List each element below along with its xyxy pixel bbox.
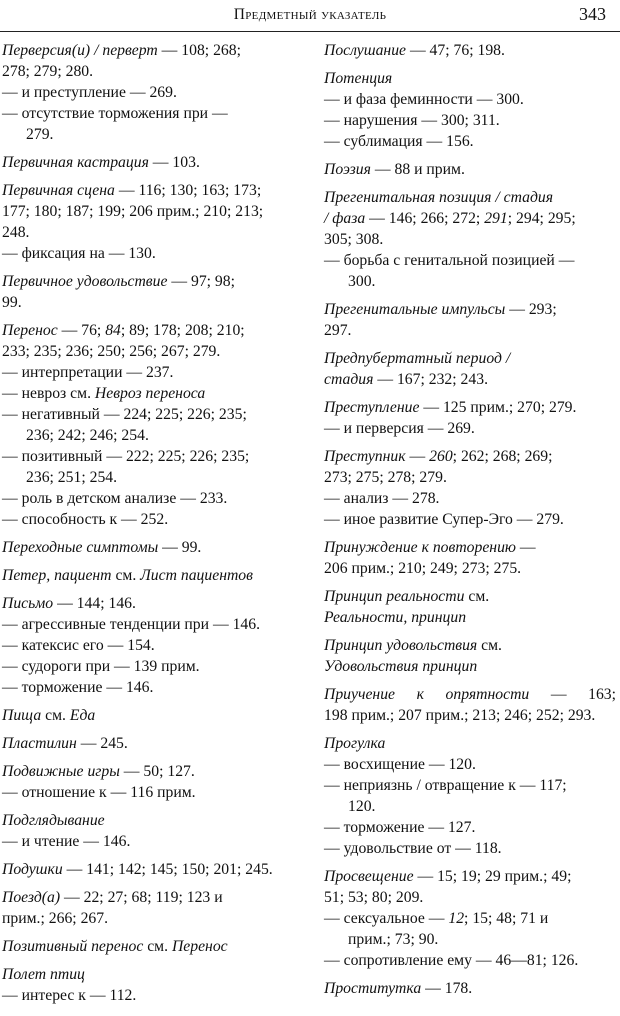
index-entry-line bbox=[324, 418, 616, 439]
index-entry-heading-line bbox=[324, 68, 616, 89]
italic-term: Прегенитальные импульсы bbox=[324, 301, 506, 318]
index-entry-line bbox=[2, 201, 300, 222]
index-entry-line bbox=[2, 124, 300, 145]
text-run: 233; 235; 236; 250; 256; 267; 279. bbox=[2, 343, 221, 360]
text-run: см. bbox=[143, 938, 172, 955]
italic-term: 84 bbox=[105, 322, 121, 339]
index-entry-line bbox=[324, 250, 616, 271]
italic-term: Петер, пациент bbox=[2, 567, 112, 584]
index-entry-heading-line bbox=[2, 271, 300, 292]
text-run: — интерес к — 112. bbox=[2, 987, 137, 1004]
text-run: 236; 251; 254. bbox=[26, 469, 118, 486]
header-title: Предметный указатель bbox=[233, 6, 387, 23]
index-entry-line bbox=[324, 705, 616, 726]
text-run: — способность к — 252. bbox=[2, 511, 169, 528]
index-entry-line bbox=[2, 677, 300, 698]
index-entry bbox=[2, 810, 300, 852]
index-entry-line bbox=[2, 446, 300, 467]
text-run: — сопротивление ему — 46—81; 126. bbox=[324, 952, 579, 969]
italic-term: Подвижные игры bbox=[2, 763, 120, 780]
index-entry bbox=[2, 565, 300, 586]
index-entry bbox=[324, 68, 616, 152]
text-run: — 50; 127. bbox=[119, 763, 195, 780]
italic-term: 12 bbox=[448, 910, 465, 927]
index-entry-heading-line bbox=[324, 299, 616, 320]
text-run: см. bbox=[111, 567, 141, 584]
text-run: 279. bbox=[26, 126, 54, 143]
index-entry-heading-line bbox=[2, 936, 300, 957]
index-entry-line bbox=[324, 509, 616, 530]
index-entry bbox=[324, 537, 616, 579]
index-entry-heading-line bbox=[324, 635, 616, 656]
index-entry-line bbox=[324, 558, 616, 579]
index-entry-line bbox=[2, 831, 300, 852]
text-run: — позитивный — 222; 225; 226; 235; bbox=[2, 448, 250, 465]
text-run: 297. bbox=[324, 322, 352, 339]
italic-term: Потенция bbox=[324, 70, 393, 87]
index-entry bbox=[2, 593, 300, 698]
text-run: 177; 180; 187; 199; 206 прим.; 210; 213; bbox=[2, 203, 264, 220]
text-run: — иное развитие Супер-Эго — 279. bbox=[324, 511, 564, 528]
index-entry-heading-line bbox=[2, 180, 300, 201]
index-entry bbox=[324, 586, 616, 628]
text-run: — сублимация — 156. bbox=[324, 133, 474, 150]
index-entry-heading-line bbox=[324, 586, 616, 607]
index-entry-heading-line bbox=[2, 705, 300, 726]
index-entry-heading-line bbox=[2, 593, 300, 614]
italic-term: 291 bbox=[484, 210, 508, 227]
text-run: — 144; 146. bbox=[53, 595, 136, 612]
index-entry-line bbox=[324, 775, 616, 796]
index-entry-heading-line bbox=[324, 187, 616, 208]
text-run: — нарушения — 300; 311. bbox=[324, 112, 500, 129]
text-run: см. bbox=[464, 588, 490, 605]
italic-term: Реальности, принцип bbox=[324, 609, 467, 626]
italic-term: Подушки bbox=[2, 861, 63, 878]
index-entry bbox=[324, 40, 616, 61]
text-run: 278; 279; 280. bbox=[2, 63, 94, 80]
text-run: — 47; 76; 198. bbox=[406, 42, 505, 59]
text-run: 120. bbox=[348, 798, 376, 815]
index-entry-line bbox=[324, 754, 616, 775]
text-run: — 163; bbox=[529, 686, 617, 703]
index-entry-line bbox=[324, 887, 616, 908]
index-entry bbox=[2, 40, 300, 145]
index-entry-line bbox=[2, 383, 300, 404]
index-entry bbox=[324, 684, 616, 726]
index-entry-line bbox=[324, 229, 616, 250]
index-entry-line bbox=[324, 817, 616, 838]
index-entry-line bbox=[2, 425, 300, 446]
italic-term: Приучение к опрятности bbox=[324, 686, 530, 703]
index-entry-heading-line bbox=[324, 446, 616, 467]
index-entry bbox=[2, 859, 300, 880]
index-entry-line bbox=[324, 89, 616, 110]
index-entry bbox=[2, 320, 300, 530]
text-run: — bbox=[405, 448, 430, 465]
italic-term: Поезд(а) bbox=[2, 889, 61, 906]
index-entry-heading-line bbox=[2, 40, 300, 61]
index-entry-line bbox=[2, 222, 300, 243]
index-entry-line bbox=[2, 488, 300, 509]
text-run: — 178. bbox=[421, 980, 473, 997]
text-run: — отношение к — 116 прим. bbox=[2, 784, 196, 801]
index-entry bbox=[2, 761, 300, 803]
index-entry bbox=[324, 733, 616, 859]
index-entry-line bbox=[324, 131, 616, 152]
index-entry bbox=[324, 397, 616, 439]
italic-term: Принуждение к повторению bbox=[324, 539, 516, 556]
index-entry-line bbox=[2, 614, 300, 635]
italic-term: Невроз переноса bbox=[94, 385, 206, 402]
text-run: 248. bbox=[2, 224, 30, 241]
text-run: 206 прим.; 210; 249; 273; 275. bbox=[324, 560, 522, 577]
text-run: — борьба с генитальной позицией — bbox=[324, 252, 575, 269]
italic-term: стадия bbox=[324, 371, 374, 388]
italic-term: Предпубертатный период / bbox=[324, 350, 511, 367]
text-run: прим.; 266; 267. bbox=[2, 910, 109, 927]
text-run: — отсутствие торможения при — bbox=[2, 105, 228, 122]
text-run: — bbox=[516, 539, 536, 556]
italic-term: Полет птиц bbox=[2, 966, 85, 983]
index-entry bbox=[324, 635, 616, 677]
header-rule bbox=[0, 31, 620, 32]
index-entry-line bbox=[2, 61, 300, 82]
index-entry-line bbox=[2, 656, 300, 677]
index-entry-line bbox=[324, 271, 616, 292]
index-entry bbox=[2, 271, 300, 313]
index-entry-heading-line bbox=[324, 684, 616, 705]
index-entry-line bbox=[2, 292, 300, 313]
text-run: 300. bbox=[348, 273, 376, 290]
index-entry bbox=[2, 887, 300, 929]
italic-term: Перенос bbox=[2, 322, 58, 339]
text-run: — 22; 27; 68; 119; 123 и bbox=[60, 889, 223, 906]
index-entry-line bbox=[2, 404, 300, 425]
index-entry-line bbox=[324, 488, 616, 509]
italic-term: Послушание bbox=[324, 42, 407, 59]
text-run: — 103. bbox=[148, 154, 200, 171]
text-run: ; 294; 295; bbox=[507, 210, 576, 227]
text-run: 305; 308. bbox=[324, 231, 384, 248]
text-run: — 116; 130; 163; 173; bbox=[114, 182, 262, 199]
index-entry-line bbox=[2, 341, 300, 362]
index-entry-line bbox=[2, 362, 300, 383]
running-header bbox=[0, 2, 620, 30]
italic-term: Еда bbox=[69, 707, 96, 724]
text-run: см. bbox=[41, 707, 70, 724]
index-entry-line bbox=[324, 950, 616, 971]
index-entry-heading-line bbox=[2, 537, 300, 558]
italic-term: Первичная кастрация bbox=[2, 154, 149, 171]
italic-term: Преступление bbox=[324, 399, 420, 416]
text-run: — и чтение — 146. bbox=[2, 833, 131, 850]
index-entry-line bbox=[324, 110, 616, 131]
text-run: — 125 прим.; 270; 279. bbox=[419, 399, 577, 416]
text-run: ; 262; 268; 269; bbox=[452, 448, 553, 465]
italic-term: Пища bbox=[2, 707, 42, 724]
text-run: — 293; bbox=[505, 301, 557, 318]
italic-term: Лист пациентов bbox=[140, 567, 253, 584]
text-run: — торможение — 127. bbox=[324, 819, 476, 836]
text-run: см. bbox=[477, 637, 502, 654]
text-run: — 99. bbox=[158, 539, 202, 556]
italic-term: Принцип удовольствия bbox=[324, 637, 478, 654]
index-entry-heading-line bbox=[324, 733, 616, 754]
index-entry-line bbox=[324, 208, 616, 229]
index-entry bbox=[324, 866, 616, 971]
index-entry-heading-line bbox=[324, 866, 616, 887]
index-entry-line bbox=[324, 796, 616, 817]
index-entry-heading-line bbox=[2, 320, 300, 341]
index-entry bbox=[324, 159, 616, 180]
italic-term: / фаза bbox=[324, 210, 366, 227]
text-run: — и преступление — 269. bbox=[2, 84, 177, 101]
text-run: — 245. bbox=[76, 735, 128, 752]
italic-term: Прегенитальная позиция / стадия bbox=[324, 189, 554, 206]
text-run: — 97; 98; bbox=[167, 273, 235, 290]
text-run: — катексис его — 154. bbox=[2, 637, 155, 654]
index-entry bbox=[2, 733, 300, 754]
italic-term: Переходные симптомы bbox=[2, 539, 159, 556]
index-entry-line bbox=[2, 782, 300, 803]
index-entry-heading-line bbox=[324, 348, 616, 369]
italic-term: Преступник bbox=[324, 448, 406, 465]
text-run: — восхищение — 120. bbox=[324, 756, 476, 773]
italic-term: Пластилин bbox=[2, 735, 77, 752]
index-entry-line bbox=[2, 467, 300, 488]
italic-term: Подглядывание bbox=[2, 812, 105, 829]
index-column-right bbox=[324, 40, 616, 1006]
index-entry bbox=[324, 187, 616, 292]
index-entry-line bbox=[324, 838, 616, 859]
italic-term: Перверсия(и) / перверт bbox=[2, 42, 158, 59]
page-number: 343 bbox=[579, 4, 606, 24]
index-entry-heading-line bbox=[2, 859, 300, 880]
text-run: — 15; 19; 29 прим.; 49; bbox=[413, 868, 572, 885]
index-entry-heading-line bbox=[2, 565, 300, 586]
text-run: — и фаза феминности — 300. bbox=[324, 91, 524, 108]
index-entry-line bbox=[324, 656, 616, 677]
index-entry-line bbox=[2, 985, 300, 1006]
italic-term: Первичное удовольствие bbox=[2, 273, 168, 290]
italic-term: Просвещение bbox=[324, 868, 414, 885]
text-run: 198 прим.; 207 прим.; 213; 246; 252; 293. bbox=[324, 707, 596, 724]
text-run: — 141; 142; 145; 150; 201; 245. bbox=[62, 861, 273, 878]
text-run: — торможение — 146. bbox=[2, 679, 154, 696]
index-entry-line bbox=[324, 908, 616, 929]
index-entry-heading-line bbox=[2, 964, 300, 985]
text-run: 99. bbox=[2, 294, 22, 311]
italic-term: Принцип реальности bbox=[324, 588, 465, 605]
text-run: 51; 53; 80; 209. bbox=[324, 889, 424, 906]
index-entry bbox=[2, 537, 300, 558]
text-run: — сексуальное — bbox=[324, 910, 449, 927]
text-run: — анализ — 278. bbox=[324, 490, 440, 507]
italic-term: Письмо bbox=[2, 595, 54, 612]
index-entry bbox=[2, 964, 300, 1006]
text-run: — удовольствие от — 118. bbox=[324, 840, 502, 857]
index-entry bbox=[2, 180, 300, 264]
index-entry-heading-line bbox=[2, 733, 300, 754]
index-entry-line bbox=[2, 509, 300, 530]
italic-term: Проститутка bbox=[324, 980, 422, 997]
index-entry-line bbox=[324, 467, 616, 488]
italic-term: 260 bbox=[429, 448, 453, 465]
index-entry-heading-line bbox=[324, 40, 616, 61]
italic-term: Поэзия bbox=[324, 161, 371, 178]
text-run: — 76; bbox=[57, 322, 106, 339]
index-entry-heading-line bbox=[2, 810, 300, 831]
text-run: — интерпретации — 237. bbox=[2, 364, 174, 381]
index-entry-line bbox=[324, 320, 616, 341]
text-run: — роль в детском анализе — 233. bbox=[2, 490, 228, 507]
index-entry bbox=[2, 936, 300, 957]
index-entry bbox=[324, 446, 616, 530]
index-entry-line bbox=[2, 103, 300, 124]
text-run: — 108; 268; bbox=[157, 42, 241, 59]
text-run: 273; 275; 278; 279. bbox=[324, 469, 447, 486]
index-entry-heading-line bbox=[2, 887, 300, 908]
italic-term: Удовольствия принцип bbox=[324, 658, 478, 675]
index-entry bbox=[324, 978, 616, 999]
index-entry-line bbox=[324, 929, 616, 950]
italic-term: Перенос bbox=[171, 938, 228, 955]
text-run: — невроз см. bbox=[2, 385, 95, 402]
index-entry-heading-line bbox=[324, 537, 616, 558]
index-entry-heading-line bbox=[324, 397, 616, 418]
text-run: — 88 и прим. bbox=[370, 161, 465, 178]
text-run: прим.; 73; 90. bbox=[348, 931, 439, 948]
index-entry-line bbox=[2, 635, 300, 656]
text-run: 236; 242; 246; 254. bbox=[26, 427, 149, 444]
index-entry-heading-line bbox=[324, 978, 616, 999]
text-run: — фиксация на — 130. bbox=[2, 245, 156, 262]
index-entry-heading-line bbox=[324, 159, 616, 180]
index-entry bbox=[2, 705, 300, 726]
index-column-left bbox=[2, 40, 300, 1013]
italic-term: Прогулка bbox=[324, 735, 386, 752]
index-entry-line bbox=[2, 908, 300, 929]
text-run: — судороги при — 139 прим. bbox=[2, 658, 200, 675]
text-run: — негативный — 224; 225; 226; 235; bbox=[2, 406, 247, 423]
index-entry bbox=[324, 348, 616, 390]
index-entry-heading-line bbox=[2, 152, 300, 173]
index-entry-line bbox=[324, 369, 616, 390]
text-run: — неприязнь / отвращение к — 117; bbox=[324, 777, 567, 794]
index-entry-heading-line bbox=[2, 761, 300, 782]
index-entry-line bbox=[324, 607, 616, 628]
text-run: — и перверсия — 269. bbox=[324, 420, 475, 437]
italic-term: Позитивный перенос bbox=[2, 938, 144, 955]
index-entry-line bbox=[2, 243, 300, 264]
text-run: — 146; 266; 272; bbox=[365, 210, 485, 227]
text-run: — агрессивные тенденции при — 146. bbox=[2, 616, 261, 633]
index-entry-line bbox=[2, 82, 300, 103]
index-entry bbox=[324, 299, 616, 341]
index-entry bbox=[2, 152, 300, 173]
text-run: ; 15; 48; 71 и bbox=[464, 910, 549, 927]
italic-term: Первичная сцена bbox=[2, 182, 115, 199]
text-run: ; 89; 178; 208; 210; bbox=[120, 322, 245, 339]
text-run: — 167; 232; 243. bbox=[373, 371, 489, 388]
